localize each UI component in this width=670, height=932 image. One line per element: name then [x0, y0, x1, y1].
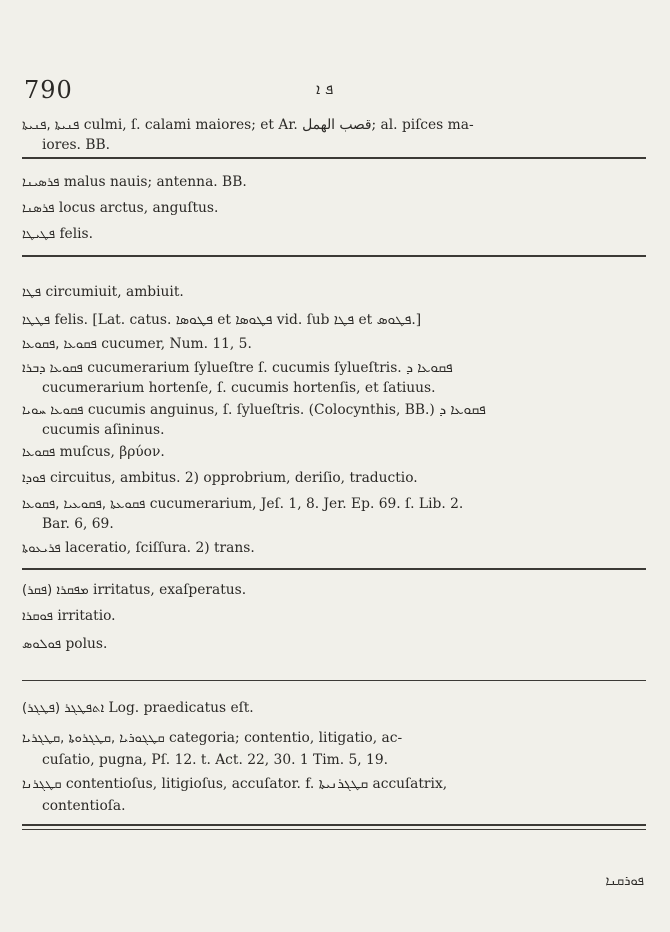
section-rule [22, 680, 646, 681]
entry-continuation: iores. BB. [42, 137, 110, 153]
section-rule [22, 829, 646, 830]
entry-line: ܦܩܘܥܐ ܕܒܪܐ cucumerarium ſylueſtre ſ. cucumis ſylueſtris. ܦܩܘܥܐ ܕ [22, 360, 453, 376]
section-rule [22, 255, 646, 257]
entry-line: ܦܛܛܐ felis. [Lat. catus. ܦܛܘܣܐ et ܦܛܘܣܐ vid. ſub ܦܛܐ et ܦܛܘܣ.] [22, 312, 422, 328]
entry-continuation: Bar. 6, 69. [42, 516, 114, 532]
entry-continuation: cucumerarium hortenſe, ſ. cucumis hortenſis, et ſatiuus. [42, 380, 436, 396]
entry-line: ܦܢܝܬܐ ,ܦܢܝܬܐ culmi, ſ. calami maiores; et Ar. قصب الهمل; al. piſces ma- [22, 117, 474, 133]
entry-line: ܩܛܓܪܢܐ contentioſus, litigioſus, accuſator. f. ܩܛܓܪܢܝܬܐ accuſatrix, [22, 776, 448, 792]
entry-line: ܦܪܝܥܘܬܐ laceratio, ſciſſura. 2) trans. [22, 540, 255, 556]
entry-line: ܩܛܓܘܪܝܐ ,ܩܛܓܪܘܬܐ ,ܩܛܓܪܝܐ categoria; contentio, litigatio, ac- [22, 730, 403, 746]
section-rule [22, 568, 646, 570]
entry-line: ܦܪܣܢܐ locus arctus, anguſtus. [22, 200, 219, 216]
entry-line: ܦܪܣܝܢܐ malus nauis; antenna. BB. [22, 174, 247, 190]
section-rule [22, 824, 646, 826]
entry-line: ܦܩܘܥܐ muſcus, βρύον. [22, 444, 165, 460]
section-rule [22, 157, 646, 159]
entry-continuation: cucumis aſininus. [42, 422, 165, 438]
entry-continuation: contentioſa. [42, 798, 126, 814]
entry-line: ܦܩܘܥܐ ,ܦܩܘܥܐ cucumer, Num. 11, 5. [22, 336, 252, 352]
entry-line: ܦܘܕܐ circuitus, ambitus. 2) opprobrium, deriſio, traductio. [22, 470, 418, 486]
entry-line: ܦܩܘܥܐ ܚܘܝܐ cucumis anguinus, ſ. ſylueſtris. (Colocynthis, BB.) ܦܩܘܥܐ ܕ [22, 402, 486, 418]
entry-line: ܦܘܠܘܣ polus. [22, 636, 108, 652]
header-glyph: ܦ ܐ [316, 80, 334, 98]
catchword: ܦܘܪܩܢܐ [605, 874, 644, 889]
entry-line: ܦܘܩܪܐ irritatio. [22, 608, 116, 624]
entry-line: (ܦܛܓܪ) ܐܬܦܛܓܪ Log. praedicatus eſt. [22, 700, 254, 716]
entry-line: ܦܛܐ circumiuit, ambiuit. [22, 284, 184, 300]
entry-line: (ܦܩܪ) ܡܦܩܪܐ irritatus, exaſperatus. [22, 582, 247, 598]
entry-line: ܦܛܝܛܐ felis. [22, 226, 94, 242]
page-number: 790 [24, 76, 73, 104]
entry-line: ܦܩܘܥܬܐ ,ܦܩܘܥܝܐ ,ܦܩܘܥܐ cucumerarium, Jeſ. 1, 8. Jer. Ep. 69. ſ. Lib. 2. [22, 496, 464, 512]
entry-continuation: cuſatio, pugna, Pſ. 12. t. Act. 22, 30. 1 Tim. 5, 19. [42, 752, 389, 768]
